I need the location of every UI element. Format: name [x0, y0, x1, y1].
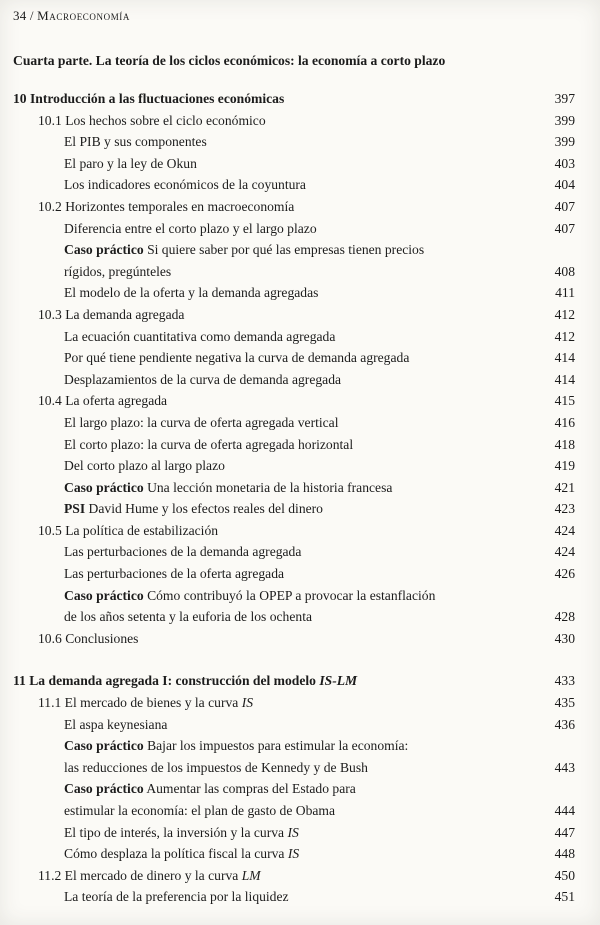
toc-entry-page: 421 — [554, 479, 575, 495]
toc-entry — [13, 174, 575, 196]
toc-entry-page: 423 — [554, 501, 575, 517]
toc-entry-page: 404 — [554, 177, 575, 193]
toc-entry — [13, 778, 575, 821]
toc-entry-title — [13, 563, 531, 585]
toc-entry-page: 428 — [554, 609, 575, 625]
toc-entry-page: 418 — [554, 436, 575, 452]
toc-entry-page: 450 — [554, 867, 575, 883]
toc-entry — [13, 196, 575, 218]
text-run: Aumentar las compras del Estado para — [143, 781, 356, 797]
text-run: Caso práctico — [64, 479, 144, 495]
toc-entry-title — [13, 390, 531, 412]
toc-entry-title — [13, 239, 531, 282]
text-run: IS — [287, 846, 300, 862]
text-run: 10.5 La política de estabilización — [38, 522, 219, 538]
text-run: rígidos, pregúnteles — [64, 263, 172, 279]
toc-entry-page: 443 — [554, 759, 575, 775]
toc-entry-title — [13, 326, 531, 348]
toc-entry-title — [13, 369, 531, 391]
text-run: Caso práctico — [64, 587, 144, 603]
toc-entry — [13, 670, 575, 692]
toc-entry-title — [13, 110, 531, 132]
text-run: La ecuación cuantitativa como demanda agregada — [64, 328, 336, 344]
toc-entry — [13, 369, 575, 391]
text-run: PSI — [64, 501, 86, 517]
text-run: David Hume y los efectos reales del dinero — [85, 501, 323, 517]
text-run: El modelo de la oferta y la demanda agregadas — [64, 285, 319, 301]
toc-entry — [13, 477, 575, 499]
text-run: LM — [241, 867, 261, 883]
text-run: 10.3 La demanda agregada — [38, 306, 185, 322]
toc-entry-page: 408 — [554, 263, 575, 279]
toc-entry-page: 412 — [554, 306, 575, 322]
toc-entry-page: 426 — [554, 566, 575, 582]
toc-entry — [13, 412, 575, 434]
toc-entry-title — [13, 822, 531, 844]
text-run: 11.1 El mercado de bienes y la curva — [38, 695, 242, 711]
toc-entry — [13, 692, 575, 714]
toc-entry-title — [13, 735, 531, 778]
page-number: 34 — [13, 8, 27, 23]
toc-entry — [13, 735, 575, 778]
text-run: Desplazamientos de la curva de demanda agregada — [64, 371, 342, 387]
toc-entry — [13, 153, 575, 175]
toc-entry-title — [13, 434, 531, 456]
toc-entry-title — [13, 498, 531, 520]
text-run: Caso práctico — [64, 781, 144, 797]
toc-entry-title — [13, 88, 531, 110]
toc-entry — [13, 110, 575, 132]
toc-entry — [13, 390, 575, 412]
toc-entry-title — [13, 670, 531, 692]
toc-entry-title — [13, 541, 531, 563]
toc-entry — [13, 714, 575, 736]
toc-entry-title — [13, 131, 531, 153]
running-header — [13, 8, 575, 24]
toc-entry-page: 399 — [554, 134, 575, 150]
toc-entry-page: 415 — [554, 393, 575, 409]
text-run: Por qué tiene pendiente negativa la curva de demanda agregada — [64, 350, 410, 366]
text-run: Bajar los impuestos para estimular la economía: — [143, 738, 409, 754]
text-run: IS-LM — [319, 673, 358, 689]
text-run: El aspa keynesiana — [64, 716, 168, 732]
toc-entry-title — [13, 628, 531, 650]
toc-entry-page: 444 — [554, 803, 575, 818]
toc-entry — [13, 434, 575, 456]
book-title: Macroeconomía — [37, 8, 130, 23]
toc-entry-title — [13, 520, 531, 542]
text-run: estimular la economía: el plan de gasto de Obama — [64, 803, 336, 818]
toc-entry-page: 407 — [554, 220, 575, 236]
toc-entry — [13, 498, 575, 520]
text-run: El largo plazo: la curva de oferta agregada vertical — [64, 414, 339, 430]
toc-entry-page: 419 — [554, 458, 575, 474]
text-run: Los indicadores económicos de la coyuntura — [64, 177, 306, 193]
toc-entry-title — [13, 692, 531, 714]
text-run: El PIB y sus componentes — [64, 134, 207, 150]
toc-entry-title — [13, 455, 531, 477]
toc-entry — [13, 886, 575, 908]
text-run: Cómo desplaza la política fiscal la curva — [64, 846, 288, 862]
text-run: 10.2 Horizontes temporales en macroeconomía — [38, 198, 295, 214]
text-run: 10.1 Los hechos sobre el ciclo económico — [38, 112, 266, 128]
toc-entry-title — [13, 886, 531, 908]
toc-entry-page: 416 — [554, 414, 575, 430]
text-run: Una lección monetaria de la historia francesa — [143, 479, 393, 495]
toc-entry-title — [13, 218, 531, 240]
text-run: Cómo contribuyó la OPEP a provocar la estanflación — [143, 587, 436, 603]
toc-entry — [13, 88, 575, 110]
toc-entry-page: 436 — [554, 716, 575, 732]
text-run: Caso práctico — [64, 738, 144, 754]
text-run: 11.2 El mercado de dinero y la curva — [38, 867, 242, 883]
text-run: las reducciones de los impuestos de Kennedy y de Bush — [64, 759, 368, 775]
toc-entry — [13, 347, 575, 369]
toc-entry-page: 414 — [554, 350, 575, 366]
text-run: Las perturbaciones de la oferta agregada — [64, 566, 285, 582]
toc-entry-page: 403 — [554, 155, 575, 171]
toc-entry — [13, 131, 575, 153]
toc-entry-page: 424 — [554, 544, 575, 560]
toc-entry-title — [13, 304, 531, 326]
toc-entry-page: 407 — [554, 198, 575, 214]
part-heading: Cuarta parte. La teoría de los ciclos económicos: la economía a corto plazo — [13, 53, 446, 68]
toc-entry-title — [13, 714, 531, 736]
toc-entry-page: 397 — [554, 91, 575, 106]
text-run: La teoría de la preferencia por la liquidez — [64, 889, 289, 905]
toc-entry-page: 433 — [554, 673, 575, 689]
toc-entry — [13, 822, 575, 844]
toc-entry-title — [13, 477, 531, 499]
toc-entry-title — [13, 843, 531, 865]
toc-entry-page: 451 — [554, 889, 575, 905]
toc-entry-title — [13, 196, 531, 218]
text-run: IS — [287, 824, 299, 840]
text-run: 10.4 La oferta agregada — [38, 393, 168, 409]
toc-entry-page: 411 — [555, 285, 575, 301]
text-run: 10 Introducción a las fluctuaciones económicas — [13, 91, 285, 106]
text-run: El paro y la ley de Okun — [64, 155, 197, 171]
toc-entry-title — [13, 778, 531, 821]
toc-entry — [13, 239, 575, 282]
toc-entry-page: 447 — [554, 824, 575, 840]
toc-entry-title — [13, 153, 531, 175]
table-of-contents — [13, 88, 575, 908]
text-run: Caso práctico — [64, 242, 144, 258]
toc-entry — [13, 865, 575, 887]
toc-entry — [13, 326, 575, 348]
toc-entry-page: 448 — [554, 846, 575, 862]
toc-entry-title — [13, 412, 531, 434]
text-run: IS — [241, 695, 254, 711]
toc-entry — [13, 218, 575, 240]
toc-entry-page: 412 — [554, 328, 575, 344]
toc-entry — [13, 282, 575, 304]
toc-entry — [13, 541, 575, 563]
toc-entry-title — [13, 585, 531, 628]
toc-entry — [13, 585, 575, 628]
text-run: de los años setenta y la euforia de los ochenta — [64, 609, 312, 625]
toc-entry — [13, 843, 575, 865]
text-run: Diferencia entre el corto plazo y el largo plazo — [64, 220, 317, 236]
toc-entry — [13, 628, 575, 650]
toc-entry-page: 414 — [554, 371, 575, 387]
header-separator: / — [26, 8, 38, 23]
toc-entry-page: 424 — [554, 522, 575, 538]
toc-entry-page: 399 — [554, 112, 575, 128]
text-run: Las perturbaciones de la demanda agregada — [64, 544, 302, 560]
toc-entry-title — [13, 865, 531, 887]
toc-entry — [13, 455, 575, 477]
toc-entry-page: 430 — [554, 630, 575, 646]
text-run: El corto plazo: la curva de oferta agregada horizontal — [64, 436, 354, 452]
text-run: 10.6 Conclusiones — [38, 630, 139, 646]
toc-entry — [13, 563, 575, 585]
toc-entry-title — [13, 174, 531, 196]
text-run: Del corto plazo al largo plazo — [64, 458, 225, 474]
toc-entry — [13, 520, 575, 542]
toc-entry — [13, 304, 575, 326]
toc-entry-title — [13, 347, 531, 369]
text-run: 11 La demanda agregada I: construcción del modelo — [13, 673, 320, 689]
text-run: Si quiere saber por qué las empresas tienen precios — [143, 242, 425, 258]
toc-entry-page: 435 — [554, 695, 575, 711]
text-run: El tipo de interés, la inversión y la curva — [64, 824, 288, 840]
toc-entry-title — [13, 282, 531, 304]
